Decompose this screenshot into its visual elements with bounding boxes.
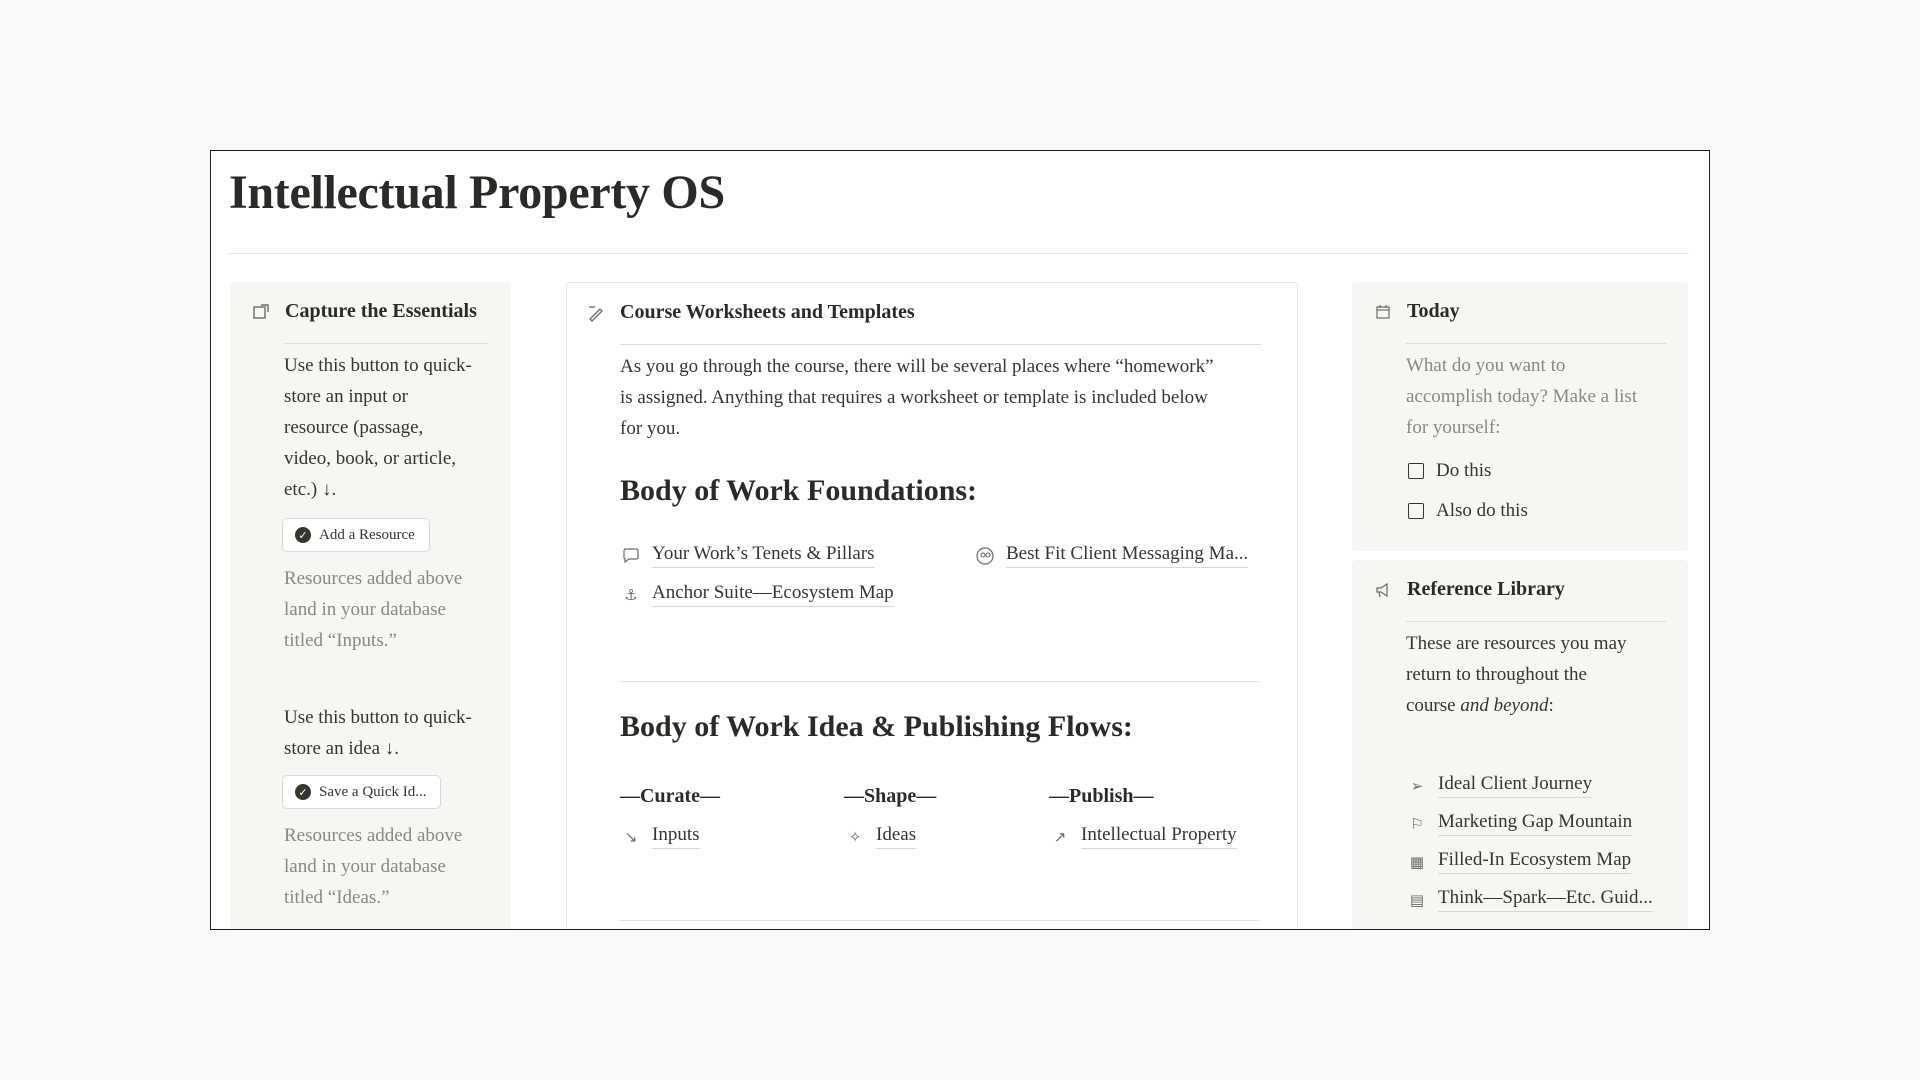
tenets-pillars-link[interactable]: Your Work’s Tenets & Pillars (620, 543, 875, 568)
todo-checkbox[interactable] (1408, 463, 1424, 479)
title-divider (229, 253, 1689, 254)
check-circle-icon: ✓ (295, 527, 311, 543)
shape-heading: —Shape— (844, 785, 937, 807)
anchor-suite-link[interactable]: ⚓ Anchor Suite—Ecosystem Map (620, 582, 894, 607)
reference-library-heading: Reference Library (1407, 578, 1565, 600)
todo-item: Do this (1408, 460, 1491, 482)
page-title: Intellectual Property OS (229, 166, 725, 219)
resource-note: Resources added above land in your database titled “Inputs.” (284, 568, 463, 651)
buildings-icon: ▦ (1409, 852, 1425, 871)
flag-icon: ⚐ (1410, 814, 1424, 833)
capture-icon (250, 301, 272, 323)
today-prompt: What do you want to accomplish today? Make a list for yourself: (1406, 355, 1638, 438)
library-intro: These are resources you may return to throughout the course and beyond: (1406, 633, 1627, 716)
course-worksheets-panel (566, 282, 1298, 930)
resource-instruction: Use this button to quick- store an input or resource (passage, video, book, or article, etc.) ↓. (284, 355, 472, 500)
sparkle-icon: ✧ (848, 827, 862, 846)
think-spark-guide-link[interactable]: ▤ Think—Spark—Etc. Guid... (1406, 887, 1653, 912)
pen-icon (585, 302, 607, 324)
publish-heading: —Publish— (1049, 785, 1154, 807)
ecosystem-map-link[interactable]: ▦ Filled-In Ecosystem Map (1406, 849, 1631, 874)
ideal-client-journey-link[interactable]: ➢ Ideal Client Journey (1406, 773, 1592, 798)
today-panel (1352, 282, 1688, 551)
todo-item: Also do this (1408, 500, 1528, 522)
flows-heading: Body of Work Idea & Publishing Flows: (620, 710, 1133, 743)
today-heading: Today (1407, 300, 1460, 322)
header-divider (1406, 343, 1666, 344)
capture-essentials-heading: Capture the Essentials (285, 300, 477, 322)
course-intro: As you go through the course, there will be several places where “homework” is assigned. Anything that requires a worksheet or template is included below for you. (620, 356, 1214, 439)
speech-bubble-icon (620, 545, 642, 567)
arrow-up-right-icon: ↗ (1053, 827, 1067, 846)
client-messaging-link[interactable]: Best Fit Client Messaging Ma... (974, 543, 1248, 568)
idea-note: Resources added above land in your database titled “Ideas.” (284, 825, 463, 908)
send-icon: ➢ (1410, 776, 1424, 795)
note-icon: ▤ (1409, 890, 1425, 909)
capture-essentials-header (250, 300, 477, 323)
course-worksheets-header (585, 301, 915, 324)
marketing-gap-mountain-link[interactable]: ⚐ Marketing Gap Mountain (1406, 811, 1632, 836)
people-icon (974, 545, 996, 567)
page-frame (210, 150, 1710, 930)
add-resource-button[interactable]: ✓ Add a Resource (282, 518, 430, 552)
reference-library-panel (1352, 560, 1688, 930)
megaphone-icon (1372, 579, 1394, 601)
arrow-down-right-icon: ↘ (624, 827, 638, 846)
header-divider (284, 343, 489, 344)
header-divider (1406, 621, 1666, 622)
ideas-link[interactable]: ✧ Ideas (844, 824, 916, 849)
course-worksheets-heading: Course Worksheets and Templates (620, 301, 915, 323)
anchor-icon: ⚓ (624, 585, 638, 604)
capture-essentials-panel (230, 282, 511, 930)
section-divider (619, 681, 1259, 682)
foundations-heading: Body of Work Foundations: (620, 474, 978, 507)
todo-checkbox[interactable] (1408, 503, 1424, 519)
inputs-link[interactable]: ↘ Inputs (620, 824, 700, 849)
calendar-icon (1372, 301, 1394, 323)
curate-heading: —Curate— (620, 785, 720, 807)
intellectual-property-link[interactable]: ↗ Intellectual Property (1049, 824, 1237, 849)
check-circle-icon: ✓ (295, 784, 311, 800)
reference-library-header (1372, 578, 1565, 601)
today-header (1372, 300, 1460, 323)
save-quick-idea-button[interactable]: ✓ Save a Quick Id... (282, 775, 441, 809)
header-divider (620, 344, 1261, 345)
idea-instruction: Use this button to quick- store an idea ↓. (284, 707, 472, 759)
section-divider (619, 920, 1259, 921)
